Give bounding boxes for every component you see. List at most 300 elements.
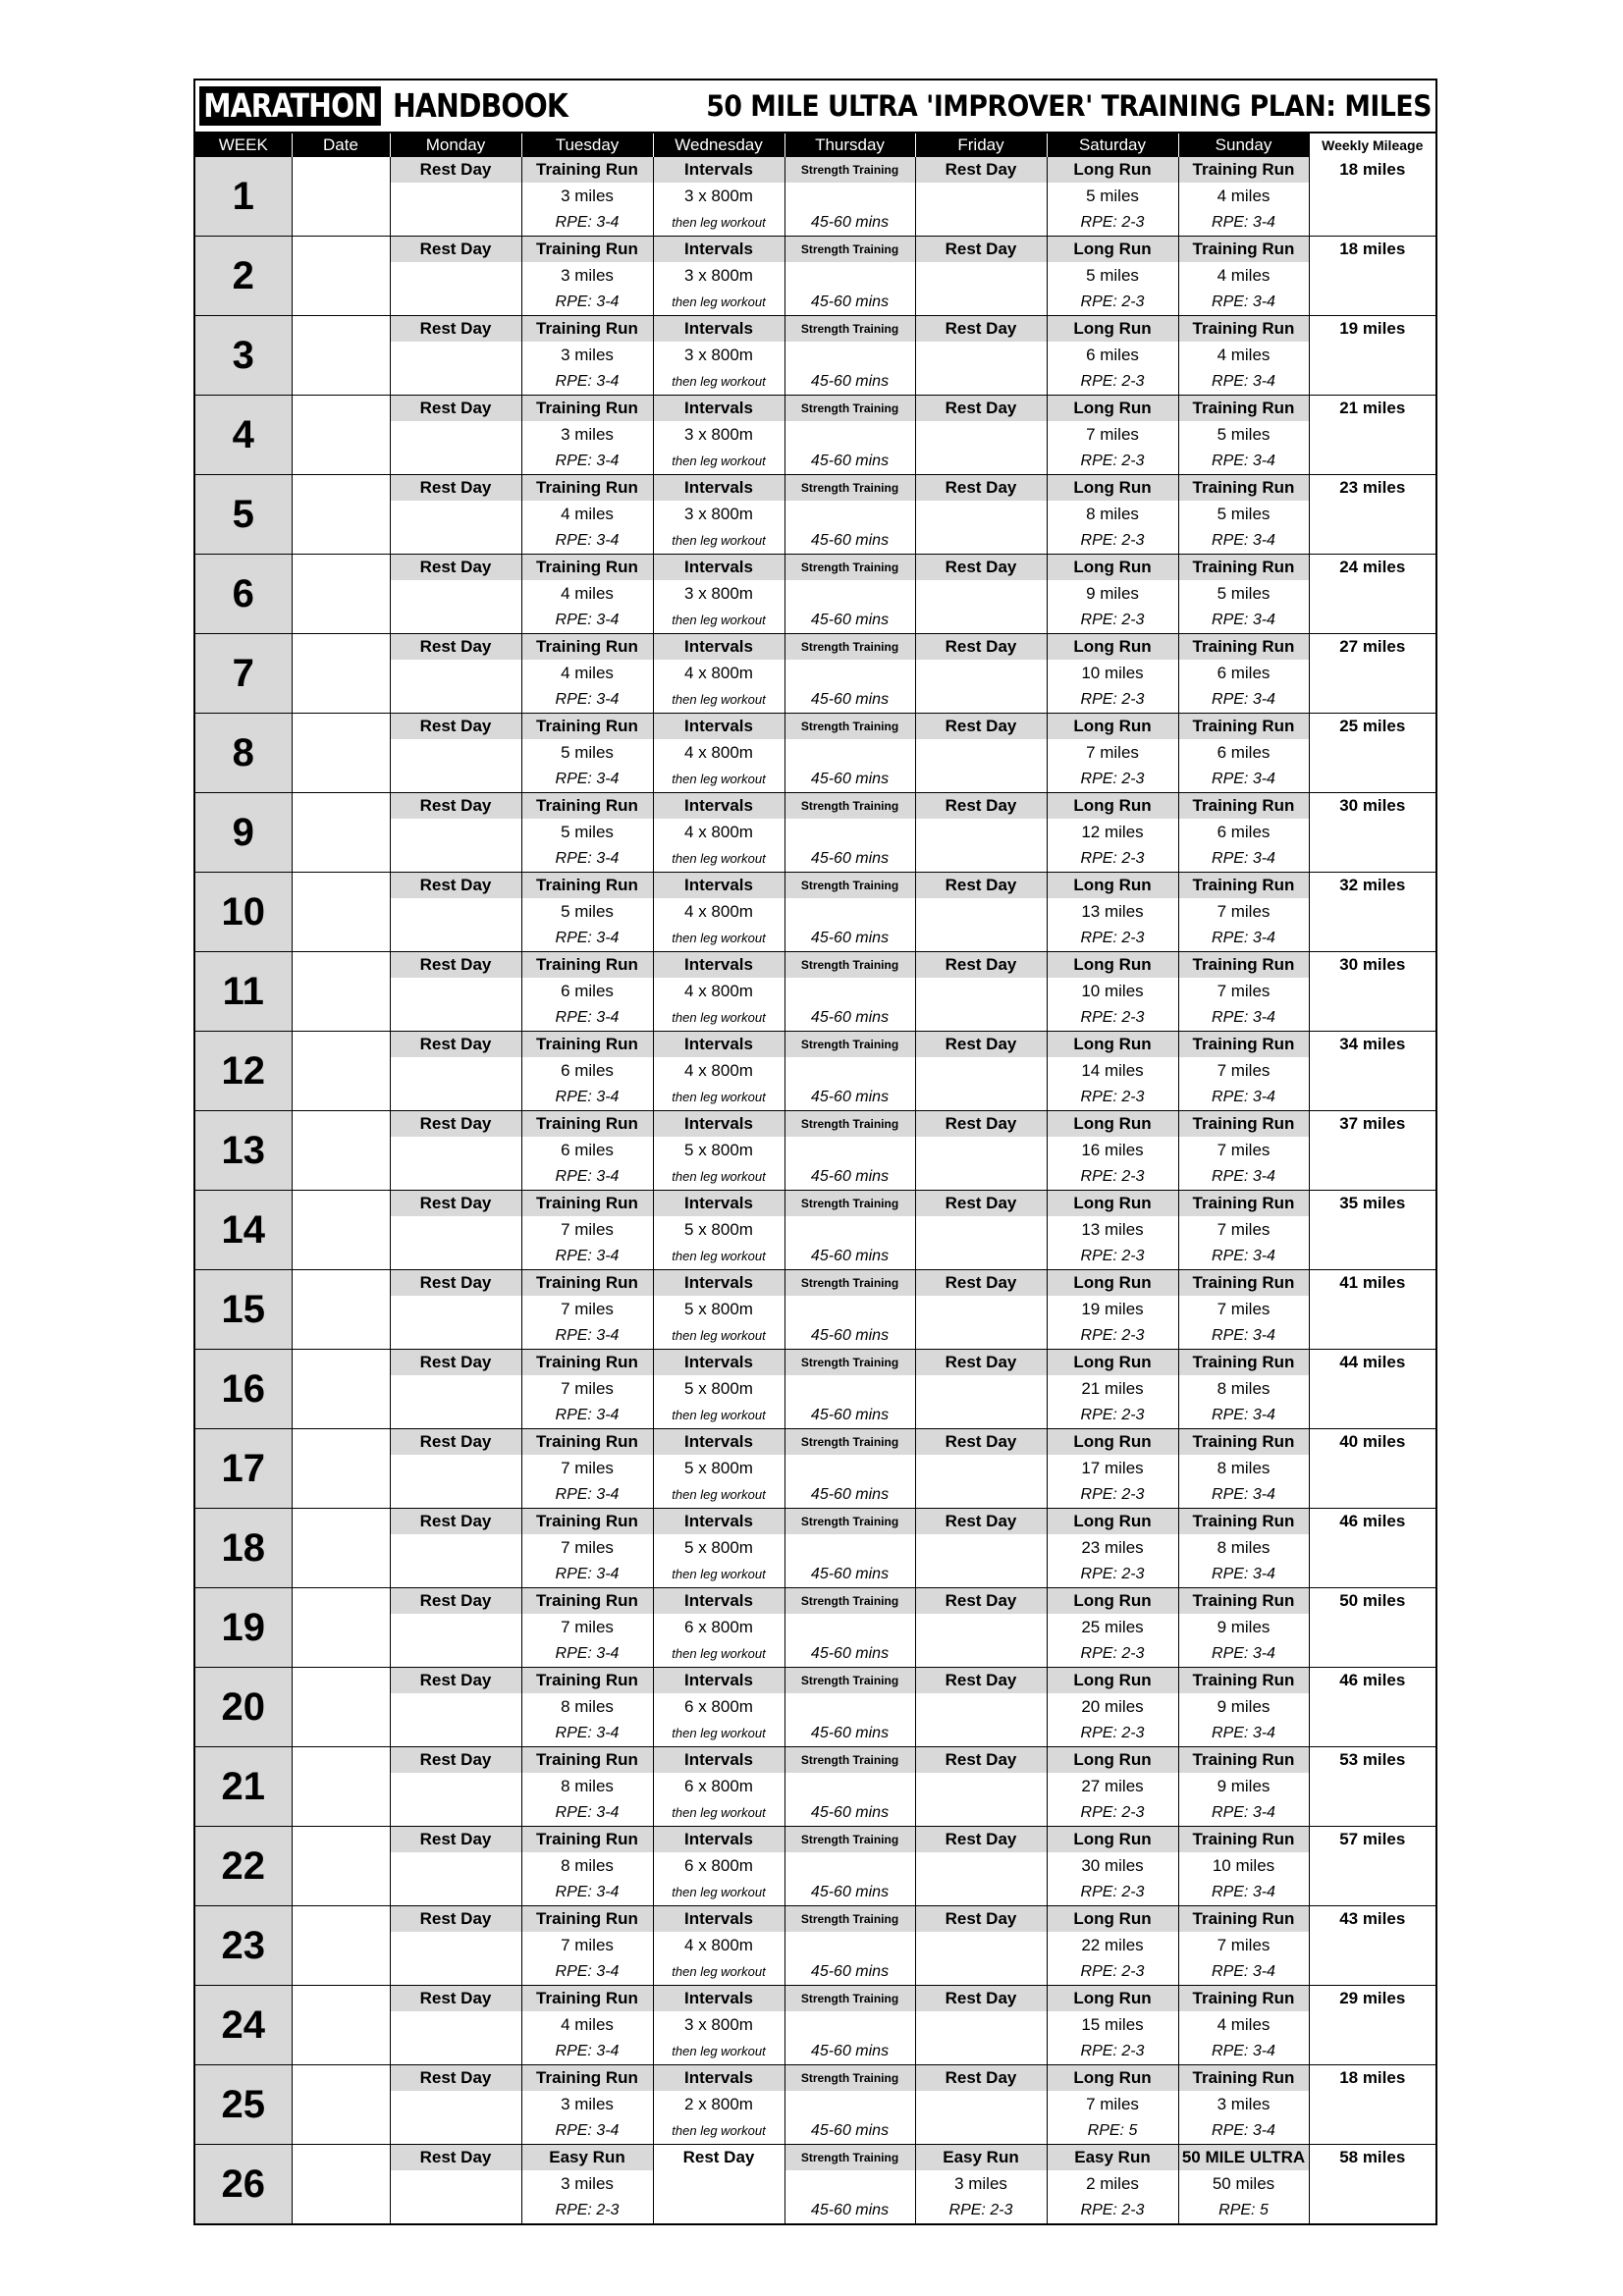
saturday-detail: 25 miles <box>1081 1618 1144 1637</box>
saturday-detail: 27 miles <box>1081 1777 1144 1796</box>
tuesday-note: RPE: 3-4 <box>555 771 620 788</box>
tuesday-title: Training Run <box>522 1588 653 1614</box>
wednesday-detail: 2 x 800m <box>684 2095 753 2114</box>
sunday-cell <box>1178 1111 1309 1191</box>
wednesday-detail: 3 x 800m <box>684 505 753 524</box>
sunday-detail: 8 miles <box>1217 1459 1271 1478</box>
sunday-cell <box>1178 1588 1309 1668</box>
monday-title: Rest Day <box>391 475 521 501</box>
wednesday-title: Intervals <box>654 1350 784 1375</box>
thursday-note: 45-60 mins <box>810 1486 890 1504</box>
saturday-cell <box>1047 1588 1178 1668</box>
sunday-detail: 5 miles <box>1217 425 1271 445</box>
wednesday-detail: 4 x 800m <box>684 902 753 922</box>
sunday-cell <box>1178 316 1309 396</box>
saturday-detail: 7 miles <box>1086 2095 1139 2114</box>
friday-cell <box>915 1986 1047 2065</box>
wednesday-title: Intervals <box>654 1270 784 1296</box>
weekly-mileage: 37 miles <box>1309 1111 1435 1191</box>
friday-cell <box>915 1111 1047 1191</box>
saturday-title: Easy Run <box>1048 2145 1178 2170</box>
tuesday-note: RPE: 3-4 <box>555 1884 620 1901</box>
wednesday-note: then leg workout <box>672 1885 766 1900</box>
wednesday-cell <box>653 1668 784 1747</box>
saturday-note: RPE: 2-3 <box>1080 2202 1145 2219</box>
tuesday-title: Training Run <box>522 1986 653 2011</box>
tuesday-title: Training Run <box>522 2065 653 2091</box>
friday-title: Rest Day <box>916 1588 1047 1614</box>
tuesday-detail: 8 miles <box>561 1697 614 1717</box>
tuesday-detail: 5 miles <box>561 823 614 842</box>
saturday-title: Long Run <box>1048 1588 1178 1614</box>
wednesday-detail: 3 x 800m <box>684 187 753 205</box>
saturday-note: RPE: 2-3 <box>1080 612 1145 629</box>
friday-title: Rest Day <box>916 1350 1047 1375</box>
saturday-detail: 12 miles <box>1081 823 1144 842</box>
sunday-detail: 9 miles <box>1217 1697 1271 1717</box>
tuesday-cell <box>521 952 653 1032</box>
date-cell[interactable] <box>292 237 390 316</box>
sunday-title: Training Run <box>1179 1509 1309 1534</box>
saturday-cell <box>1047 634 1178 714</box>
wednesday-title: Intervals <box>654 1509 784 1534</box>
tuesday-cell <box>521 396 653 475</box>
weekly-mileage: 19 miles <box>1309 316 1435 396</box>
date-cell[interactable] <box>292 952 390 1032</box>
week-number: 24 <box>195 1986 292 2065</box>
friday-title: Rest Day <box>916 1270 1047 1296</box>
wednesday-cell <box>653 1429 784 1509</box>
monday-title: Rest Day <box>391 157 521 183</box>
sunday-title: Training Run <box>1179 396 1309 421</box>
sunday-title: Training Run <box>1179 157 1309 183</box>
sunday-note: RPE: 3-4 <box>1212 373 1275 391</box>
thursday-cell <box>784 1191 915 1270</box>
wednesday-title: Intervals <box>654 316 784 342</box>
tuesday-detail: 3 miles <box>561 425 614 445</box>
week-row <box>195 1350 1435 1429</box>
thursday-note: 45-60 mins <box>810 373 890 391</box>
wednesday-cell <box>653 1032 784 1111</box>
week-number: 18 <box>195 1509 292 1588</box>
friday-note: RPE: 2-3 <box>948 2202 1013 2219</box>
thursday-title: Strength Training <box>785 1270 915 1296</box>
thursday-cell <box>784 316 915 396</box>
date-cell[interactable] <box>292 2145 390 2224</box>
date-cell[interactable] <box>292 396 390 475</box>
saturday-detail: 8 miles <box>1086 505 1139 524</box>
saturday-note: RPE: 2-3 <box>1080 1407 1145 1424</box>
weekly-mileage: 58 miles <box>1309 2145 1435 2224</box>
date-cell[interactable] <box>292 2065 390 2145</box>
saturday-cell <box>1047 952 1178 1032</box>
sunday-title: Training Run <box>1179 237 1309 262</box>
monday-cell <box>390 1747 521 1827</box>
date-cell[interactable] <box>292 1111 390 1191</box>
saturday-cell <box>1047 714 1178 793</box>
saturday-title: Long Run <box>1048 1986 1178 2011</box>
thursday-title: Strength Training <box>785 634 915 660</box>
date-cell[interactable] <box>292 1747 390 1827</box>
date-cell[interactable] <box>292 316 390 396</box>
saturday-note: RPE: 2-3 <box>1080 771 1145 788</box>
sunday-note: RPE: 3-4 <box>1212 691 1275 709</box>
wednesday-detail: 6 x 800m <box>684 1777 753 1796</box>
date-cell[interactable] <box>292 1350 390 1429</box>
thursday-note: 45-60 mins <box>810 1963 890 1981</box>
monday-cell <box>390 475 521 555</box>
sunday-detail: 6 miles <box>1217 823 1271 842</box>
thursday-cell <box>784 1588 915 1668</box>
monday-cell <box>390 1350 521 1429</box>
thursday-title: Strength Training <box>785 873 915 898</box>
date-cell[interactable] <box>292 475 390 555</box>
date-cell[interactable] <box>292 873 390 952</box>
saturday-note: RPE: 2-3 <box>1080 373 1145 391</box>
week-row <box>195 1668 1435 1747</box>
friday-title: Rest Day <box>916 1429 1047 1455</box>
thursday-cell <box>784 1429 915 1509</box>
tuesday-cell <box>521 1429 653 1509</box>
wednesday-note: then leg workout <box>672 1805 766 1821</box>
sunday-cell <box>1178 1509 1309 1588</box>
saturday-cell <box>1047 2065 1178 2145</box>
tuesday-title: Training Run <box>522 1509 653 1534</box>
tuesday-cell <box>521 475 653 555</box>
wednesday-cell <box>653 714 784 793</box>
friday-cell <box>915 1191 1047 1270</box>
weekly-mileage: 29 miles <box>1309 1986 1435 2065</box>
wednesday-cell <box>653 1111 784 1191</box>
tuesday-title: Training Run <box>522 1032 653 1057</box>
sunday-detail: 7 miles <box>1217 1141 1271 1160</box>
monday-cell <box>390 1986 521 2065</box>
thursday-note: 45-60 mins <box>810 1645 890 1663</box>
tuesday-detail: 8 miles <box>561 1777 614 1796</box>
marathon-handbook-logo <box>199 86 596 126</box>
tuesday-title: Training Run <box>522 714 653 739</box>
tuesday-detail: 3 miles <box>561 187 614 205</box>
saturday-note: RPE: 5 <box>1087 2122 1138 2140</box>
saturday-title: Long Run <box>1048 157 1178 183</box>
thursday-note: 45-60 mins <box>810 1407 890 1424</box>
wednesday-cell <box>653 475 784 555</box>
wednesday-cell <box>653 555 784 634</box>
tuesday-title: Training Run <box>522 793 653 819</box>
monday-cell <box>390 2065 521 2145</box>
saturday-cell <box>1047 1668 1178 1747</box>
sunday-cell <box>1178 237 1309 316</box>
wednesday-note: then leg workout <box>672 1408 766 1423</box>
date-cell[interactable] <box>292 1906 390 1986</box>
wednesday-title: Intervals <box>654 475 784 501</box>
saturday-title: Long Run <box>1048 1032 1178 1057</box>
saturday-note: RPE: 2-3 <box>1080 1327 1145 1345</box>
sunday-title: Training Run <box>1179 475 1309 501</box>
saturday-title: Long Run <box>1048 2065 1178 2091</box>
friday-title: Rest Day <box>916 1191 1047 1216</box>
wednesday-detail: 3 x 800m <box>684 584 753 604</box>
friday-title: Rest Day <box>916 475 1047 501</box>
sunday-note: RPE: 3-4 <box>1212 532 1275 550</box>
sunday-detail: 50 miles <box>1212 2174 1275 2194</box>
date-cell[interactable] <box>292 1668 390 1747</box>
saturday-title: Long Run <box>1048 1191 1178 1216</box>
wednesday-detail: 5 x 800m <box>684 1300 753 1319</box>
week-row <box>195 1429 1435 1509</box>
friday-title: Rest Day <box>916 714 1047 739</box>
wednesday-cell <box>653 873 784 952</box>
date-cell[interactable] <box>292 1270 390 1350</box>
thursday-title: Strength Training <box>785 396 915 421</box>
sunday-detail: 5 miles <box>1217 505 1271 524</box>
week-number: 3 <box>195 316 292 396</box>
tuesday-note: RPE: 3-4 <box>555 2122 620 2140</box>
thursday-title: Strength Training <box>785 1191 915 1216</box>
sunday-title: Training Run <box>1179 1668 1309 1693</box>
col-week: WEEK <box>195 133 292 157</box>
wednesday-cell <box>653 1350 784 1429</box>
tuesday-detail: 7 miles <box>561 1936 614 1955</box>
friday-title: Rest Day <box>916 1747 1047 1773</box>
tuesday-note: RPE: 3-4 <box>555 373 620 391</box>
friday-title: Rest Day <box>916 1668 1047 1693</box>
week-row <box>195 714 1435 793</box>
week-row <box>195 793 1435 873</box>
sunday-note: RPE: 3-4 <box>1212 1248 1275 1265</box>
monday-title: Rest Day <box>391 237 521 262</box>
tuesday-title: Training Run <box>522 1191 653 1216</box>
thursday-cell <box>784 1747 915 1827</box>
monday-cell <box>390 1270 521 1350</box>
wednesday-note: then leg workout <box>672 374 766 390</box>
wednesday-cell <box>653 1509 784 1588</box>
wednesday-note: then leg workout <box>672 1567 766 1582</box>
column-header-row <box>195 133 1435 157</box>
saturday-title: Long Run <box>1048 1111 1178 1137</box>
weekly-mileage: 30 miles <box>1309 952 1435 1032</box>
saturday-cell <box>1047 873 1178 952</box>
tuesday-cell <box>521 1588 653 1668</box>
friday-cell <box>915 1270 1047 1350</box>
wednesday-detail: 3 x 800m <box>684 346 753 365</box>
col-thursday: Thursday <box>784 133 915 157</box>
week-number: 17 <box>195 1429 292 1509</box>
thursday-title: Strength Training <box>785 2065 915 2091</box>
sunday-cell <box>1178 1429 1309 1509</box>
sunday-detail: 4 miles <box>1217 187 1271 205</box>
wednesday-title: Intervals <box>654 952 784 978</box>
wednesday-cell <box>653 237 784 316</box>
weekly-mileage: 53 miles <box>1309 1747 1435 1827</box>
friday-cell <box>915 1032 1047 1111</box>
thursday-title: Strength Training <box>785 952 915 978</box>
tuesday-cell <box>521 2065 653 2145</box>
sunday-note: RPE: 3-4 <box>1212 1645 1275 1663</box>
sunday-detail: 7 miles <box>1217 1061 1271 1081</box>
saturday-detail: 14 miles <box>1081 1061 1144 1081</box>
sunday-detail: 7 miles <box>1217 1300 1271 1319</box>
wednesday-cell <box>653 1827 784 1906</box>
sunday-cell <box>1178 873 1309 952</box>
saturday-title: Long Run <box>1048 793 1178 819</box>
sunday-title: Training Run <box>1179 1429 1309 1455</box>
saturday-detail: 15 miles <box>1081 2015 1144 2035</box>
saturday-note: RPE: 2-3 <box>1080 1089 1145 1106</box>
tuesday-detail: 3 miles <box>561 266 614 286</box>
saturday-title: Long Run <box>1048 555 1178 580</box>
date-cell[interactable] <box>292 1032 390 1111</box>
thursday-title: Strength Training <box>785 1032 915 1057</box>
saturday-cell <box>1047 1747 1178 1827</box>
week-number: 7 <box>195 634 292 714</box>
sunday-detail: 10 miles <box>1212 1856 1275 1876</box>
saturday-detail: 5 miles <box>1086 266 1139 286</box>
tuesday-title: Training Run <box>522 634 653 660</box>
date-cell[interactable] <box>292 1986 390 2065</box>
week-number: 22 <box>195 1827 292 1906</box>
saturday-cell <box>1047 1350 1178 1429</box>
col-friday: Friday <box>915 133 1047 157</box>
thursday-title: Strength Training <box>785 157 915 183</box>
week-number: 15 <box>195 1270 292 1350</box>
thursday-note: 45-60 mins <box>810 1327 890 1345</box>
saturday-note: RPE: 2-3 <box>1080 1884 1145 1901</box>
date-cell[interactable] <box>292 793 390 873</box>
date-cell[interactable] <box>292 157 390 237</box>
sunday-detail: 4 miles <box>1217 346 1271 365</box>
week-number: 5 <box>195 475 292 555</box>
friday-title: Rest Day <box>916 1827 1047 1852</box>
saturday-cell <box>1047 475 1178 555</box>
monday-title: Rest Day <box>391 555 521 580</box>
sunday-detail: 9 miles <box>1217 1777 1271 1796</box>
sunday-detail: 8 miles <box>1217 1379 1271 1399</box>
sunday-note: RPE: 3-4 <box>1212 2043 1275 2060</box>
monday-title: Rest Day <box>391 1906 521 1932</box>
tuesday-detail: 4 miles <box>561 505 614 524</box>
thursday-note: 45-60 mins <box>810 1089 890 1106</box>
wednesday-detail: 6 x 800m <box>684 1856 753 1876</box>
friday-title: Rest Day <box>916 873 1047 898</box>
week-number: 9 <box>195 793 292 873</box>
date-cell[interactable] <box>292 1588 390 1668</box>
sunday-note: RPE: 3-4 <box>1212 1486 1275 1504</box>
wednesday-detail: 6 x 800m <box>684 1618 753 1637</box>
thursday-cell <box>784 2065 915 2145</box>
wednesday-note: then leg workout <box>672 294 766 310</box>
date-cell[interactable] <box>292 1827 390 1906</box>
wednesday-note: then leg workout <box>672 692 766 708</box>
date-cell[interactable] <box>292 1509 390 1588</box>
logo-marathon: MARATHON <box>199 86 381 126</box>
wednesday-title: Intervals <box>654 1032 784 1057</box>
sunday-detail: 7 miles <box>1217 982 1271 1001</box>
tuesday-note: RPE: 3-4 <box>555 1645 620 1663</box>
sunday-detail: 5 miles <box>1217 584 1271 604</box>
sunday-note: RPE: 3-4 <box>1212 294 1275 311</box>
thursday-cell <box>784 1906 915 1986</box>
friday-cell <box>915 2065 1047 2145</box>
monday-title: Rest Day <box>391 952 521 978</box>
sunday-cell <box>1178 157 1309 237</box>
week-number: 26 <box>195 2145 292 2224</box>
date-cell[interactable] <box>292 714 390 793</box>
wednesday-cell <box>653 1191 784 1270</box>
sunday-title: 50 MILE ULTRA <box>1179 2145 1309 2170</box>
wednesday-note: then leg workout <box>672 1487 766 1503</box>
week-row <box>195 1509 1435 1588</box>
monday-title: Rest Day <box>391 873 521 898</box>
saturday-detail: 13 miles <box>1081 902 1144 922</box>
friday-cell <box>915 396 1047 475</box>
date-cell[interactable] <box>292 555 390 634</box>
saturday-title: Long Run <box>1048 1747 1178 1773</box>
tuesday-title: Training Run <box>522 952 653 978</box>
monday-title: Rest Day <box>391 1350 521 1375</box>
date-cell[interactable] <box>292 1191 390 1270</box>
sunday-title: Training Run <box>1179 793 1309 819</box>
week-number: 6 <box>195 555 292 634</box>
sunday-detail: 6 miles <box>1217 743 1271 763</box>
tuesday-detail: 5 miles <box>561 902 614 922</box>
tuesday-detail: 3 miles <box>561 2095 614 2114</box>
col-date: Date <box>292 133 390 157</box>
sunday-title: Training Run <box>1179 1191 1309 1216</box>
sunday-detail: 9 miles <box>1217 1618 1271 1637</box>
weekly-mileage: 57 miles <box>1309 1827 1435 1906</box>
tuesday-title: Training Run <box>522 237 653 262</box>
sunday-cell <box>1178 1270 1309 1350</box>
tuesday-title: Training Run <box>522 157 653 183</box>
logo-handbook: HANDBOOK <box>392 86 568 125</box>
thursday-note: 45-60 mins <box>810 1804 890 1822</box>
saturday-detail: 7 miles <box>1086 743 1139 763</box>
friday-title: Easy Run <box>916 2145 1047 2170</box>
tuesday-note: RPE: 3-4 <box>555 1804 620 1822</box>
week-row <box>195 1111 1435 1191</box>
weekly-mileage: 50 miles <box>1309 1588 1435 1668</box>
tuesday-detail: 7 miles <box>561 1379 614 1399</box>
tuesday-detail: 7 miles <box>561 1220 614 1240</box>
sunday-cell <box>1178 2145 1309 2224</box>
weekly-mileage: 30 miles <box>1309 793 1435 873</box>
date-cell[interactable] <box>292 634 390 714</box>
tuesday-title: Training Run <box>522 1668 653 1693</box>
week-row <box>195 1032 1435 1111</box>
sunday-note: RPE: 3-4 <box>1212 1009 1275 1027</box>
date-cell[interactable] <box>292 1429 390 1509</box>
monday-cell <box>390 157 521 237</box>
week-number: 13 <box>195 1111 292 1191</box>
tuesday-cell <box>521 793 653 873</box>
wednesday-note: then leg workout <box>672 1169 766 1185</box>
tuesday-title: Training Run <box>522 1350 653 1375</box>
wednesday-note: then leg workout <box>672 215 766 230</box>
thursday-title: Strength Training <box>785 1588 915 1614</box>
thursday-cell <box>784 475 915 555</box>
monday-cell <box>390 1668 521 1747</box>
weekly-mileage: 18 miles <box>1309 2065 1435 2145</box>
weekly-mileage: 35 miles <box>1309 1191 1435 1270</box>
thursday-note: 45-60 mins <box>810 2122 890 2140</box>
tuesday-title: Training Run <box>522 555 653 580</box>
saturday-note: RPE: 2-3 <box>1080 1168 1145 1186</box>
saturday-note: RPE: 2-3 <box>1080 1566 1145 1583</box>
week-row <box>195 1747 1435 1827</box>
wednesday-note: then leg workout <box>672 1010 766 1026</box>
wednesday-note: then leg workout <box>672 1328 766 1344</box>
